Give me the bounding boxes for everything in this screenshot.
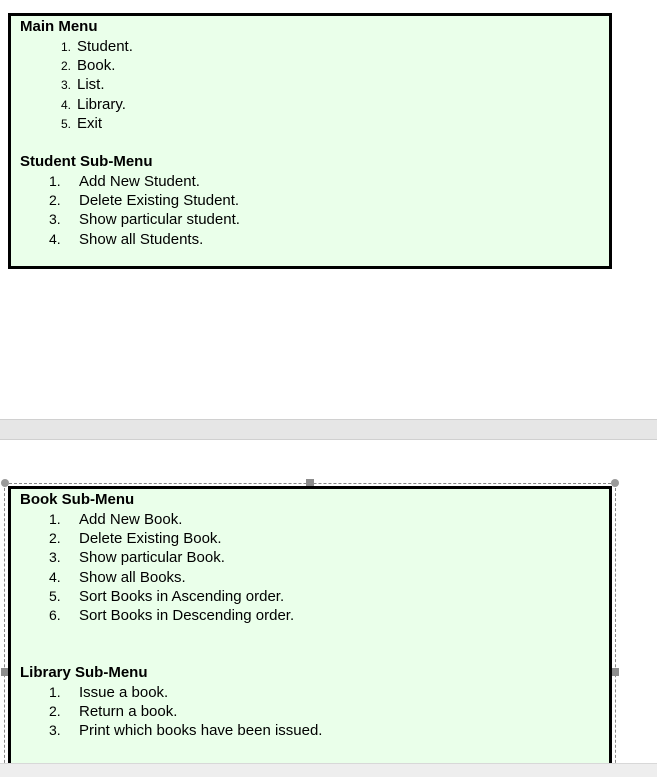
book-submenu-heading: Book Sub-Menu — [20, 491, 135, 508]
resize-handle-middle-right[interactable] — [611, 668, 619, 676]
student-submenu-heading: Student Sub-Menu — [20, 153, 153, 170]
list-item: 2. Book. — [61, 57, 116, 75]
list-item: 2. Delete Existing Student. — [49, 192, 240, 210]
list-item: 3. Show particular student. — [49, 211, 240, 229]
list-item: 1. Student. — [61, 38, 133, 55]
page-break-gap — [0, 419, 657, 440]
text-box-submenus[interactable] — [8, 486, 612, 777]
library-submenu-heading: Library Sub-Menu — [20, 664, 148, 681]
list-item: 6. Sort Books in Descending order. — [49, 606, 295, 624]
list-item: 1. Add New Student. — [49, 173, 200, 190]
list-item: 4. Show all Books. — [49, 568, 186, 586]
list-item: 1. Issue a book. — [49, 684, 169, 701]
student-submenu-list — [49, 172, 240, 249]
list-item: 3. Print which books have been issued. — [49, 722, 323, 740]
list-item: 4. Show all Students. — [49, 230, 204, 248]
list-item: 2. Return a book. — [49, 703, 178, 721]
text-box-main-menu[interactable] — [8, 13, 612, 269]
list-item: 5. Sort Books in Ascending order. — [49, 587, 285, 605]
main-menu-list — [61, 37, 133, 133]
list-item: 3. List. — [61, 76, 105, 94]
bottom-page-gap — [0, 763, 657, 777]
list-item: 1. Add New Book. — [49, 511, 183, 528]
list-item: 5. Exit — [61, 114, 103, 132]
main-menu-heading: Main Menu — [20, 18, 98, 35]
list-item: 2. Delete Existing Book. — [49, 530, 222, 548]
book-submenu-list — [49, 510, 294, 625]
list-item: 4. Library. — [61, 95, 126, 113]
resize-handle-top-right[interactable] — [611, 479, 619, 487]
library-submenu-list — [49, 683, 322, 741]
list-item: 3. Show particular Book. — [49, 549, 225, 567]
